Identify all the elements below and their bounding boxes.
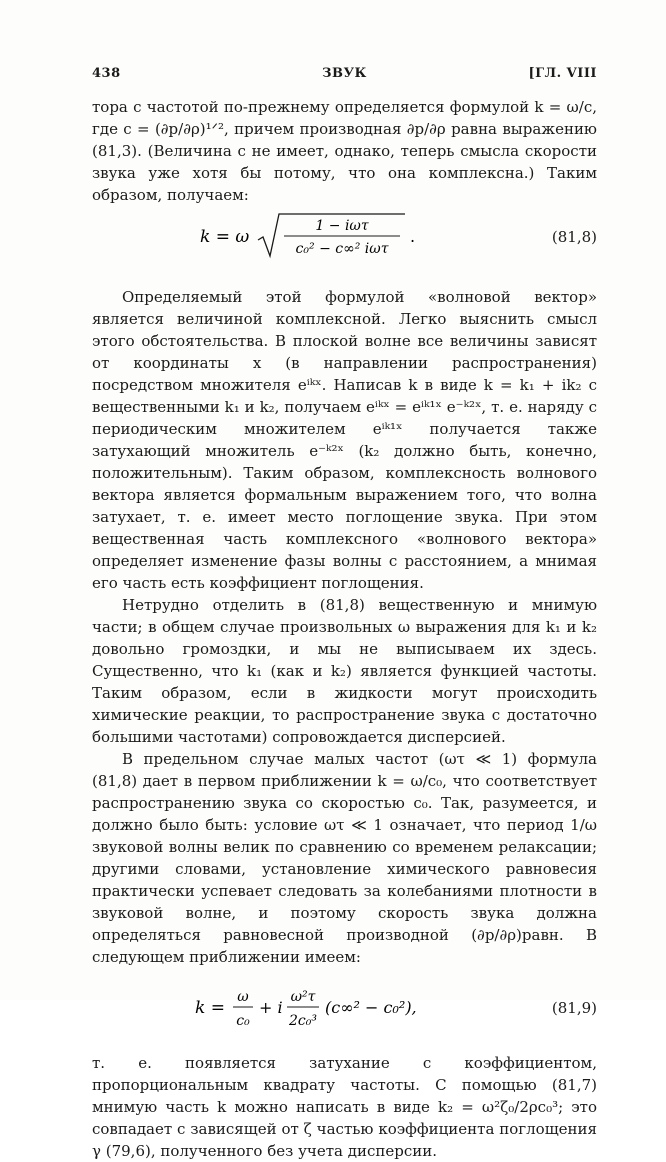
equation-81-9: [92, 982, 597, 1034]
eq1-numerator: 1 − iωτ: [314, 218, 369, 234]
chapter-label: [ГЛ. VIII: [528, 66, 597, 81]
eq2-frac2-den: 2c₀³: [288, 1013, 317, 1029]
equation-number-81-8: (81,8): [551, 228, 597, 246]
paragraph-4: В предельном случае малых частот (ωτ ≪ 1) формула (81,8) дает в первом приближении k = ω/c₀, что соответствует распространению звука со скоростью c₀. Так, разумеется, и должно было быть: условие ωτ ≪ 1 означает, что период 1/ω звуковой волны велик по сравнению со временем релаксации; другими словами, установление химического равновесия практически успевает следовать за колебаниями плотности в звуковой волне, и поэтому скорость звука должна определяться равновесной производной (∂p/∂ρ)равн. В следующем приближении имеем:: [92, 750, 597, 966]
eq2-plus-i: + i: [258, 998, 283, 1017]
equation-81-8: [92, 210, 597, 264]
running-header: [92, 66, 597, 86]
equation-81-8-svg: [200, 210, 430, 264]
eq1-tail: .: [409, 227, 415, 246]
eq2-tail: (c∞² − c₀²),: [324, 998, 417, 1017]
paragraph-2: Определяемый этой формулой «волновой вектор» является величиной комплексной. Легко выяснить смысл этого обстоятельства. В плоской волне все величины зависят от координаты x (в направлении распространения) посредством множителя eⁱᵏˣ. Написав k в виде k = k₁ + ik₂ с вещественными k₁ и k₂, получаем eⁱᵏˣ = eⁱᵏ¹ˣ e⁻ᵏ²ˣ, т. е. наряду с периодическим множителем eⁱᵏ¹ˣ получается также затухающий множитель e⁻ᵏ²ˣ (k₂ должно быть, конечно, положительным). Таким образом, комплексность волнового вектора является формальным выражением того, что волна затухает, т. е. имеет место поглощение звука. При этом вещественная часть комплексного «волнового вектора» определяет изменение фазы волны с расстоянием, а мнимая его часть есть коэффициент поглощения.: [92, 288, 597, 592]
eq2-frac1-num: ω: [236, 989, 249, 1005]
eq1-lhs: k = ω: [199, 227, 249, 247]
eq2-frac2-num: ω²τ: [290, 989, 315, 1005]
eq1-denominator: c₀² − c∞² iωτ: [295, 241, 388, 257]
paragraph-1: тора с частотой по-прежнему определяется формулой k = ω/c, где c = (∂p/∂ρ)¹ᐟ², причем производная ∂p/∂ρ равна выражению (81,3). (Величина c не имеет, однако, теперь смысла скорости звука уже хотя бы потому, что она комплексна.) Таким образом, получаем:: [92, 98, 597, 204]
eq2-frac1-den: c₀: [235, 1013, 250, 1029]
equation-number-81-9: (81,9): [551, 999, 597, 1017]
equation-81-8-content: [92, 210, 537, 264]
paragraph-3: Нетрудно отделить в (81,8) вещественную и мнимую части; в общем случае произвольных ω выражения для k₁ и k₂ довольно громоздки, и мы не выписываем их здесь. Существенно, что k₁ (как и k₂) является функцией частоты. Таким образом, если в жидкости могут происходить химические реакции, то распространение звука с достаточно большими частотами) сопровождается дисперсией.: [92, 596, 597, 746]
section-title: ЗВУК: [322, 66, 367, 81]
eq2-lhs: k =: [194, 998, 225, 1018]
equation-81-9-content: [92, 982, 537, 1034]
text-body: [92, 96, 597, 1162]
paragraph-5: т. е. появляется затухание с коэффициентом, пропорциональным квадрату частоты. С помощью (81,7) мнимую часть k можно написать в виде k₂ = ω²ζ₀/2ρc₀³; это совпадает с зависящей от ζ частью коэффициента поглощения γ (79,6), полученного без учета дисперсии.: [92, 1054, 597, 1160]
equation-81-9-svg: [195, 982, 435, 1034]
page-number: 438: [92, 66, 121, 81]
